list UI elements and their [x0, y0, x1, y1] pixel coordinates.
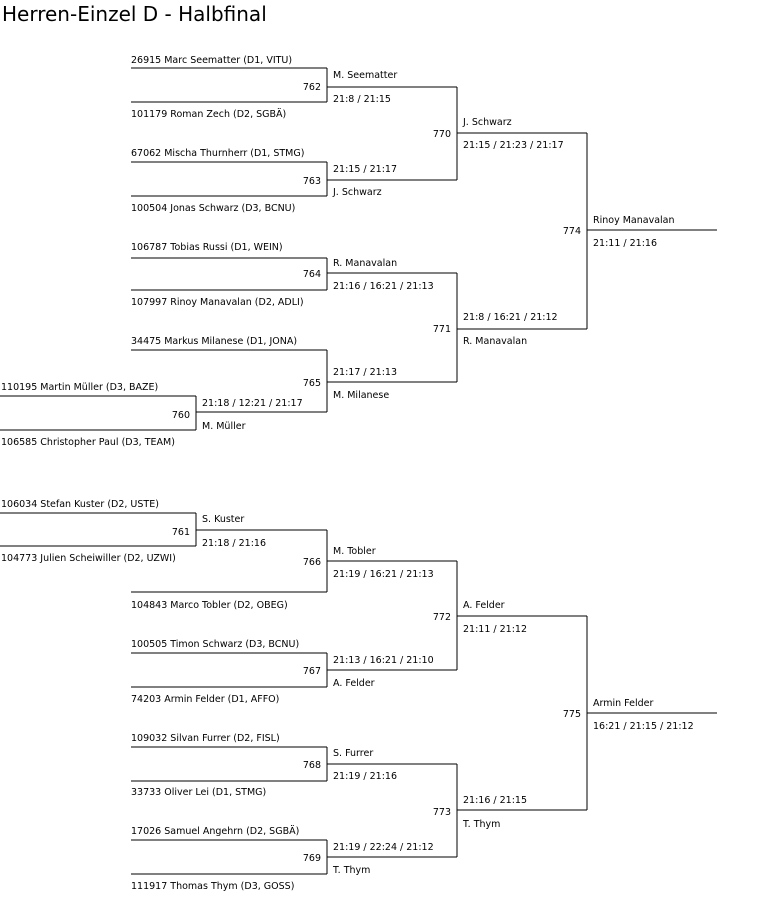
match-number: 762 [302, 82, 321, 93]
match-winner: S. Kuster [202, 514, 245, 525]
player-entry: 74203 Armin Felder (D1, AFFO) [131, 694, 280, 705]
match-number: 770 [432, 129, 451, 140]
match-winner: M. Milanese [333, 390, 390, 401]
player-entry: 17026 Samuel Angehrn (D2, SGBÄ) [131, 826, 300, 837]
match-number: 763 [302, 176, 321, 187]
match-winner: A. Felder [463, 600, 505, 611]
match-number: 774 [562, 226, 581, 237]
match-score: 21:8 / 16:21 / 21:12 [463, 312, 558, 323]
player-entry: 104773 Julien Scheiwiller (D2, UZWI) [1, 553, 176, 564]
match-winner: M. Müller [202, 421, 246, 432]
match-number: 765 [302, 378, 321, 389]
player-entry: 101179 Roman Zech (D2, SGBÄ) [131, 109, 287, 120]
player-entry: 33733 Oliver Lei (D1, STMG) [131, 787, 267, 798]
match-score: 21:13 / 16:21 / 21:10 [333, 655, 434, 666]
page-title: Herren-Einzel D - Halbfinal [2, 2, 267, 26]
match-number: 771 [432, 324, 451, 335]
match-winner: Armin Felder [593, 698, 654, 709]
player-entry: 100505 Timon Schwarz (D3, BCNU) [131, 639, 300, 650]
match-winner: S. Furrer [333, 748, 374, 759]
match-number: 766 [302, 557, 321, 568]
match-number: 767 [302, 666, 321, 677]
match-winner: M. Seematter [333, 70, 398, 81]
match-number: 761 [171, 527, 190, 538]
match-number: 775 [562, 709, 581, 720]
player-entry: 26915 Marc Seematter (D1, VITU) [131, 55, 293, 66]
match-winner: T. Thym [333, 865, 371, 876]
match-score: 21:8 / 21:15 [333, 94, 391, 105]
match-number: 768 [302, 760, 321, 771]
match-winner: R. Manavalan [463, 336, 528, 347]
player-entry: 106585 Christopher Paul (D3, TEAM) [1, 437, 175, 448]
player-entry: 104843 Marco Tobler (D2, OBEG) [131, 600, 288, 611]
match-number: 760 [171, 410, 190, 421]
player-entry: 67062 Mischa Thurnherr (D1, STMG) [131, 148, 305, 159]
match-number: 764 [302, 269, 321, 280]
match-number: 769 [302, 853, 321, 864]
match-number: 772 [432, 612, 451, 623]
player-entry: 107997 Rinoy Manavalan (D2, ADLI) [131, 297, 304, 308]
match-winner: A. Felder [333, 678, 375, 689]
player-entry: 106034 Stefan Kuster (D2, USTE) [1, 499, 159, 510]
player-entry: 100504 Jonas Schwarz (D3, BCNU) [131, 203, 296, 214]
match-score: 21:19 / 21:16 [333, 771, 397, 782]
player-entry: 106787 Tobias Russi (D1, WEIN) [131, 242, 283, 253]
match-score: 21:18 / 21:16 [202, 538, 266, 549]
match-score: 21:17 / 21:13 [333, 367, 397, 378]
player-entry: 34475 Markus Milanese (D1, JONA) [131, 336, 298, 347]
match-winner: Rinoy Manavalan [593, 215, 675, 226]
player-entry: 111917 Thomas Thym (D3, GOSS) [131, 881, 295, 892]
match-score: 21:15 / 21:17 [333, 164, 397, 175]
match-score: 21:11 / 21:16 [593, 238, 657, 249]
match-score: 21:18 / 12:21 / 21:17 [202, 398, 303, 409]
match-winner: R. Manavalan [333, 258, 398, 269]
player-entry: 109032 Silvan Furrer (D2, FISL) [131, 733, 280, 744]
match-score: 21:16 / 21:15 [463, 795, 527, 806]
match-winner: J. Schwarz [333, 187, 382, 198]
match-score: 21:11 / 21:12 [463, 624, 527, 635]
match-score: 21:19 / 22:24 / 21:12 [333, 842, 434, 853]
match-number: 773 [432, 807, 451, 818]
match-score: 21:16 / 16:21 / 21:13 [333, 281, 434, 292]
match-score: 21:19 / 16:21 / 21:13 [333, 569, 434, 580]
player-entry: 110195 Martin Müller (D3, BAZE) [1, 382, 159, 393]
match-winner: T. Thym [463, 819, 501, 830]
match-winner: M. Tobler [333, 546, 376, 557]
match-score: 16:21 / 21:15 / 21:12 [593, 721, 694, 732]
match-winner: J. Schwarz [463, 117, 512, 128]
match-score: 21:15 / 21:23 / 21:17 [463, 140, 564, 151]
